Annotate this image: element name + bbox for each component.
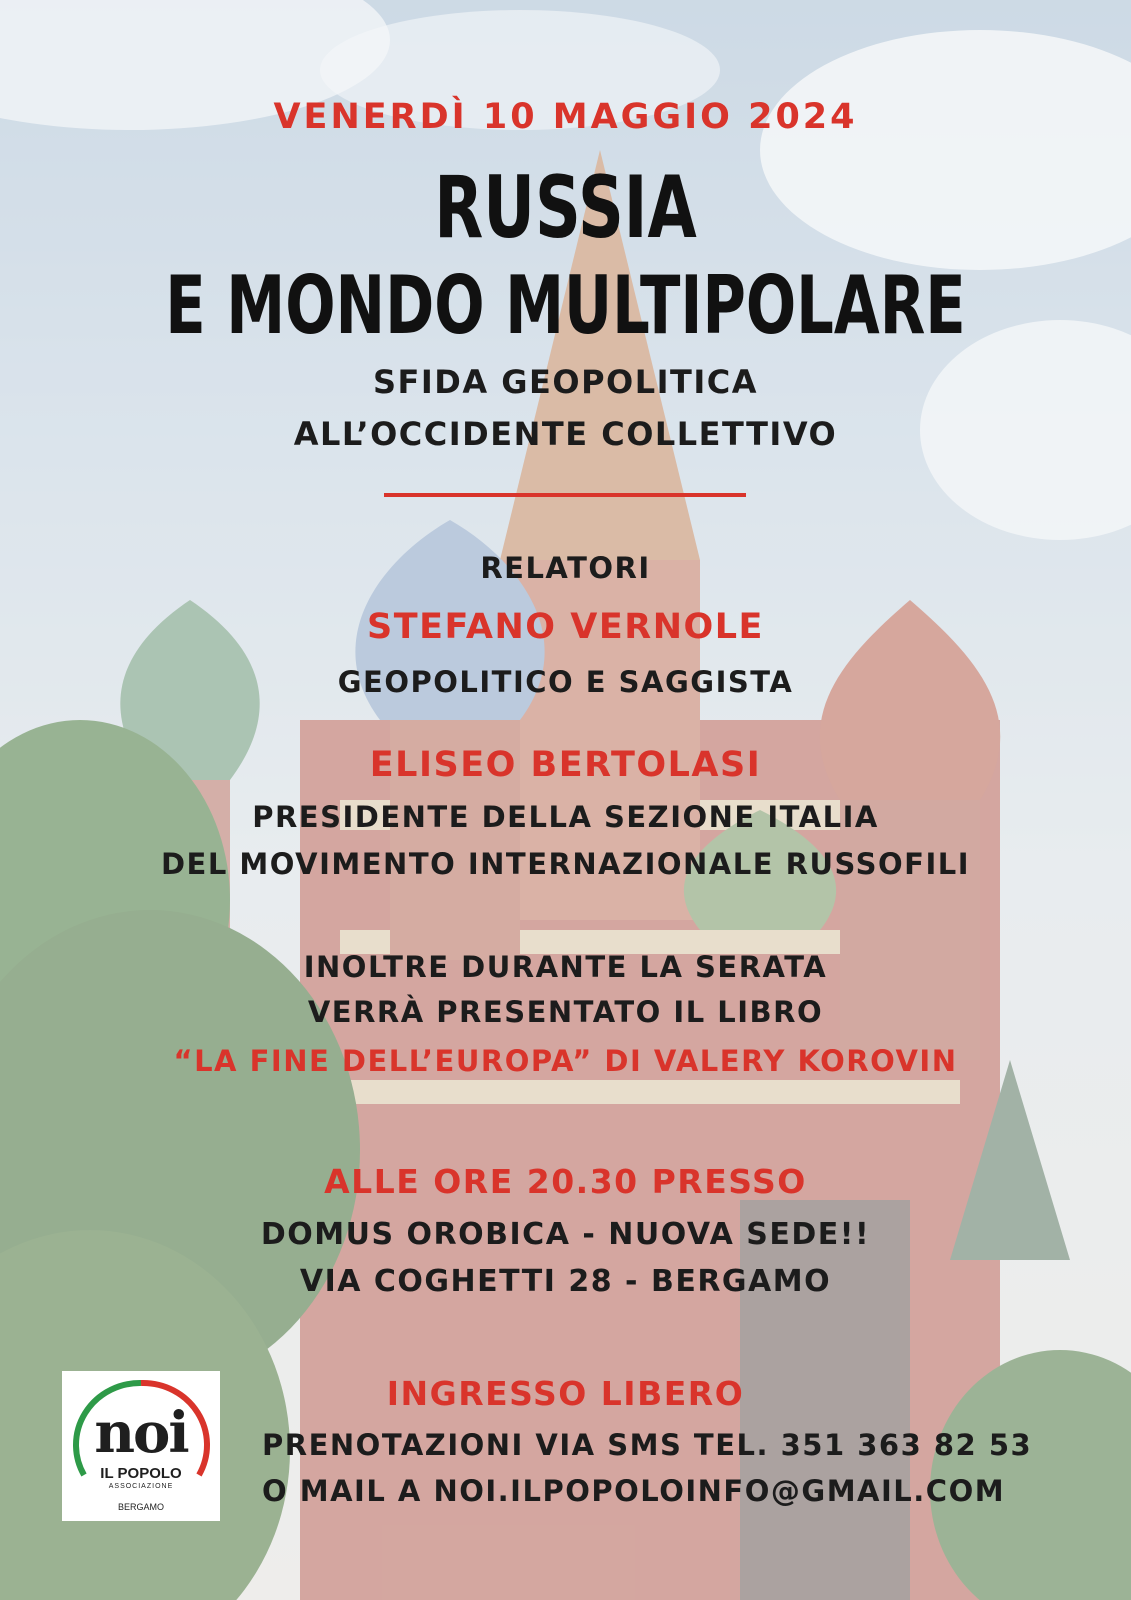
noi-il-popolo-logo [62, 1371, 220, 1521]
logo-city: BERGAMO [117, 1502, 164, 1512]
event-title-line-2: E MONDO MULTIPOLARE [165, 259, 966, 352]
speaker-2-name: ELISEO BERTOLASI [369, 745, 762, 785]
logo-name: IL POPOLO [100, 1465, 182, 1482]
speakers-heading: RELATORI [480, 551, 651, 585]
venue-address: VIA COGHETTI 28 - BERGAMO [299, 1264, 832, 1299]
book-intro-line-2: VERRÀ PRESENTATO IL LIBRO [307, 995, 824, 1029]
speaker-1-role: GEOPOLITICO E SAGGISTA [337, 665, 794, 699]
venue-name: DOMUS OROBICA - NUOVA SEDE!! [260, 1217, 871, 1252]
speaker-2-role-line-1: PRESIDENTE DELLA SEZIONE ITALIA [252, 800, 879, 834]
title-divider [384, 493, 746, 497]
book-title: “LA FINE DELL’EUROPA” DI VALERY KOROVIN [173, 1044, 958, 1078]
event-title-line-1: RUSSIA [434, 158, 697, 258]
event-date: VENERDÌ 10 MAGGIO 2024 [273, 97, 858, 137]
event-time: ALLE ORE 20.30 PRESSO [324, 1162, 807, 1201]
book-intro-line-1: INOLTRE DURANTE LA SERATA [303, 950, 828, 984]
booking-email: O MAIL A NOI.ILPOPOLOINFO@GMAIL.COM [262, 1474, 1006, 1508]
booking-phone: PRENOTAZIONI VIA SMS TEL. 351 363 82 53 [262, 1428, 1033, 1462]
event-subtitle-line-1: SFIDA GEOPOLITICA [372, 363, 759, 401]
admission-label: INGRESSO LIBERO [386, 1374, 745, 1413]
logo-wordmark: noi [94, 1400, 188, 1466]
logo-kind: ASSOCIAZIONE [108, 1483, 174, 1490]
speaker-2-role-line-2: DEL MOVIMENTO INTERNAZIONALE RUSSOFILI [160, 847, 971, 881]
event-subtitle-line-2: ALL’OCCIDENTE COLLETTIVO [293, 415, 838, 453]
speaker-1-name: STEFANO VERNOLE [367, 607, 764, 647]
